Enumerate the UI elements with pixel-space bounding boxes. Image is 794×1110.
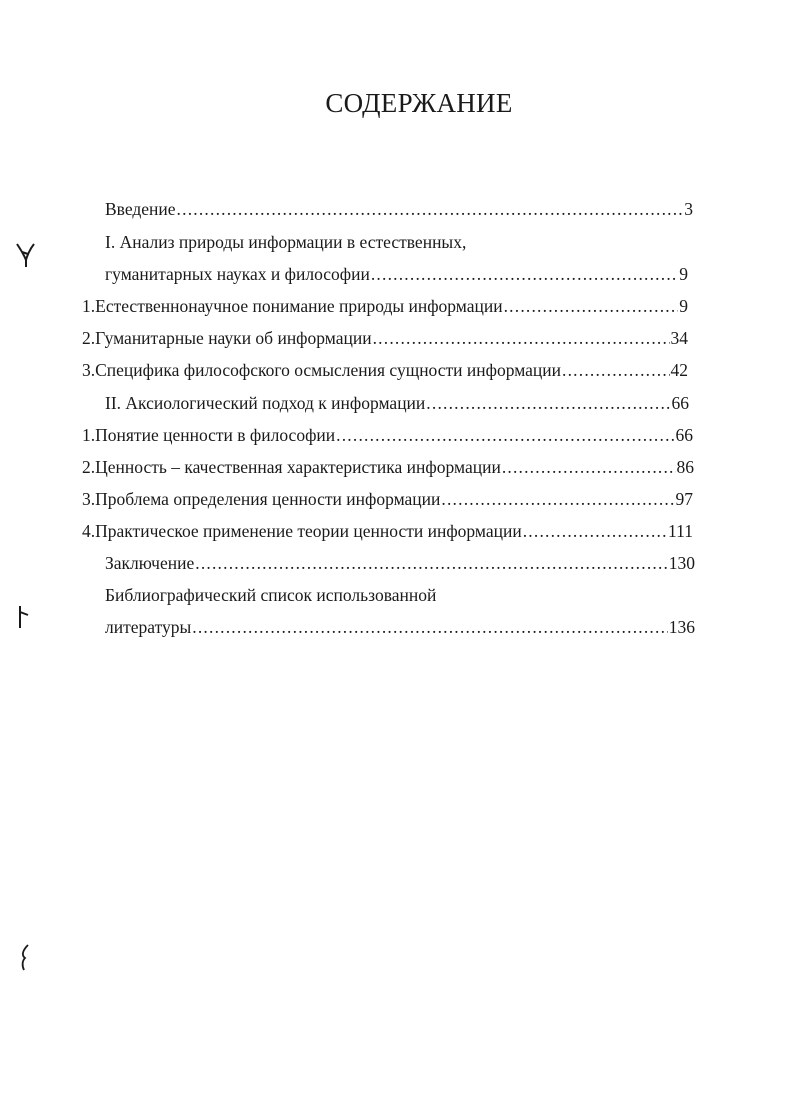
toc-leader-dots bbox=[441, 489, 674, 509]
toc-leader-dots bbox=[195, 553, 668, 573]
toc-entry-number: 3. bbox=[82, 489, 96, 509]
toc-page-number: 86 bbox=[676, 457, 694, 477]
toc-leader-dots bbox=[562, 360, 669, 380]
toc-entry-chapter-1 bbox=[105, 264, 688, 284]
toc-page-number: 34 bbox=[670, 328, 688, 348]
toc-entry-title: гуманитарных науках и философии bbox=[105, 264, 370, 284]
scan-mark-icon bbox=[16, 942, 36, 972]
toc-leader-dots bbox=[371, 264, 678, 284]
toc-leader-dots bbox=[502, 457, 676, 477]
scan-mark-icon bbox=[12, 240, 40, 270]
toc-page-number: 97 bbox=[675, 489, 693, 509]
toc-entry-title: Ценность – качественная характеристика информации bbox=[95, 457, 501, 477]
toc-leader-dots bbox=[373, 328, 670, 348]
toc-entry-title: Специфика философского осмысления сущности информации bbox=[95, 360, 562, 380]
toc-entry-title: литературы bbox=[105, 617, 192, 637]
toc-entry-2-3 bbox=[82, 489, 693, 509]
toc-entry-2-4 bbox=[82, 521, 693, 541]
toc-leader-dots bbox=[523, 521, 667, 541]
toc-bibliography-heading: Библиографический список использованной bbox=[105, 585, 437, 605]
toc-entry-number: 2. bbox=[82, 457, 96, 477]
toc-leader-dots bbox=[426, 393, 670, 413]
toc-entry-introduction bbox=[105, 199, 693, 219]
toc-leader-dots bbox=[177, 199, 684, 219]
toc-entry-title: Естественнонаучное понимание природы информации bbox=[95, 296, 503, 316]
toc-entry-conclusion bbox=[105, 553, 695, 573]
toc-entry-1-2 bbox=[82, 328, 688, 348]
toc-entry-title: Введение bbox=[105, 199, 176, 219]
toc-entry-number: 1. bbox=[82, 296, 96, 316]
scan-mark-icon bbox=[14, 603, 34, 631]
toc-chapter-1-heading: I. Анализ природы информации в естественных, bbox=[105, 232, 467, 252]
toc-entry-title: Практическое применение теории ценности информации bbox=[95, 521, 522, 541]
toc-entry-title: Заключение bbox=[105, 553, 195, 573]
toc-entry-1-1 bbox=[82, 296, 688, 316]
toc-entry-2-1 bbox=[82, 425, 693, 445]
toc-entry-number: 4. bbox=[82, 521, 96, 541]
toc-entry-title: Гуманитарные науки об информации bbox=[95, 328, 372, 348]
toc-entry-chapter-2 bbox=[105, 393, 689, 413]
toc-entry-2-2 bbox=[82, 457, 694, 477]
toc-leader-dots bbox=[336, 425, 674, 445]
toc-page-number: 136 bbox=[668, 617, 695, 637]
toc-entry-bibliography bbox=[105, 617, 695, 637]
toc-entry-1-3 bbox=[82, 360, 688, 380]
toc-page-number: 66 bbox=[675, 425, 693, 445]
toc-page-number: 66 bbox=[671, 393, 689, 413]
toc-entry-number: 2. bbox=[82, 328, 96, 348]
toc-entry-title: Проблема определения ценности информации bbox=[95, 489, 441, 509]
toc-entry-title: Понятие ценности в философии bbox=[95, 425, 336, 445]
toc-page-number: 9 bbox=[679, 264, 688, 284]
page-title: СОДЕРЖАНИЕ bbox=[325, 88, 513, 118]
toc-entry-number: 1. bbox=[82, 425, 96, 445]
toc-entry-title: II. Аксиологический подход к информации bbox=[105, 393, 426, 413]
toc-page-number: 42 bbox=[670, 360, 688, 380]
toc-leader-dots bbox=[192, 617, 667, 637]
toc-page-number: 9 bbox=[679, 296, 688, 316]
toc-page-number: 130 bbox=[668, 553, 695, 573]
toc-page-number: 3 bbox=[684, 199, 693, 219]
toc-leader-dots bbox=[504, 296, 679, 316]
toc-page-number: 111 bbox=[668, 521, 693, 541]
toc-entry-number: 3. bbox=[82, 360, 96, 380]
